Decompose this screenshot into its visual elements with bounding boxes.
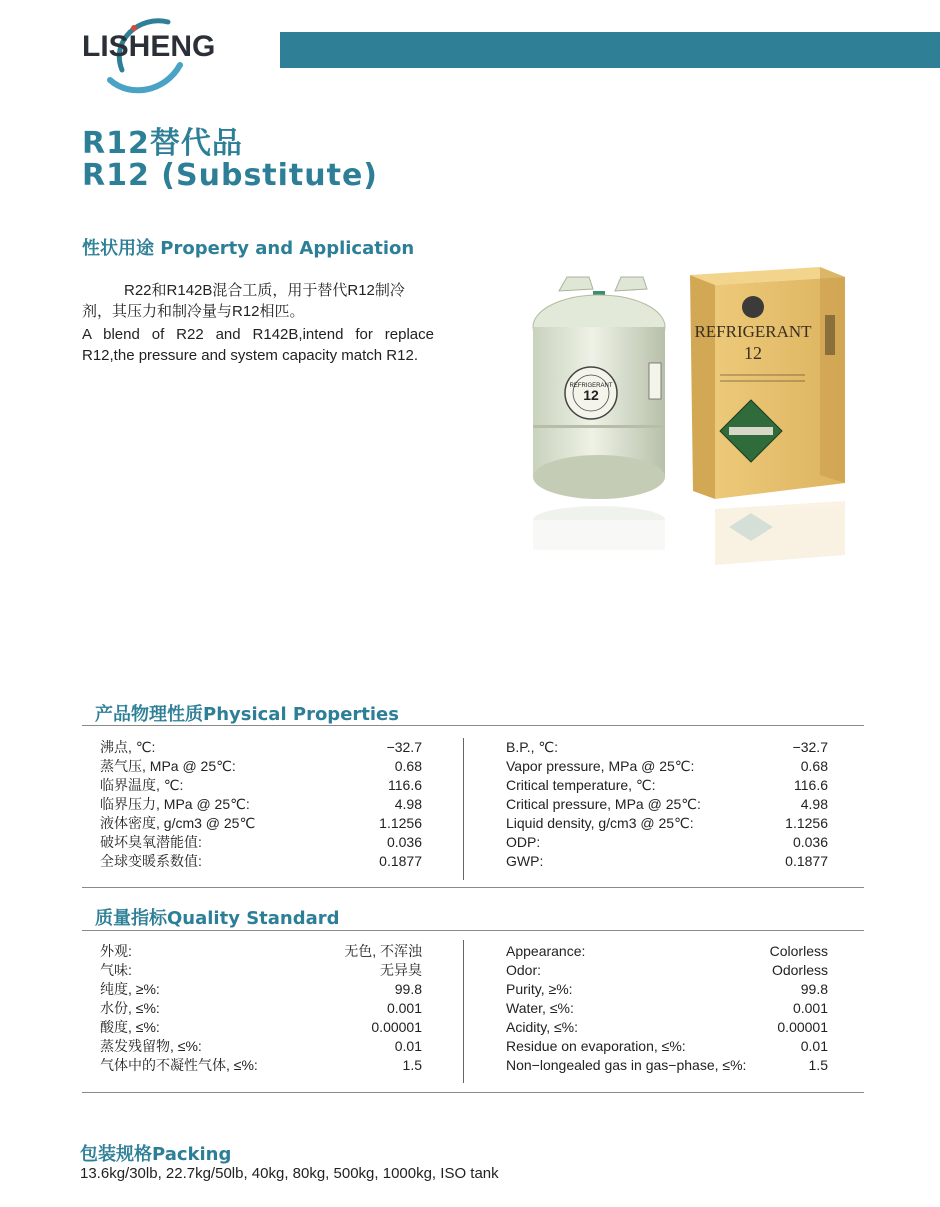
property-value: 1.1256 [379,815,422,831]
quality-standard-cn [100,942,422,1075]
property-label: Vapor pressure, MPa @ 25℃: [506,758,695,774]
property-row [506,795,828,814]
lisheng-logo-graphic [80,10,230,96]
quality-label: 气体中的不凝性气体, ≤%: [100,1057,258,1073]
cylinder-label: REFRIGERANT [569,383,613,389]
box-number: 12 [744,343,762,363]
cylinder-number: 12 [583,387,599,403]
property-value: 0.68 [394,758,422,774]
property-row [506,757,828,776]
quality-label: Residue on evaporation, ≤%: [506,1038,686,1054]
property-row [506,738,828,757]
physical-properties-heading: 产品物理性质Physical Properties [95,704,399,725]
physical-properties-en [506,738,828,871]
quality-label: 酸度, ≤%: [100,1019,160,1035]
quality-row [100,961,422,980]
company-logo [80,10,230,96]
quality-value: 无异臭 [380,962,422,978]
quality-value: 0.001 [386,1000,422,1016]
property-row [506,776,828,795]
property-label: 临界温度, ℃: [100,777,184,793]
quality-value: 0.00001 [777,1019,828,1035]
refrigerant-cylinder [533,277,665,499]
reflection [533,501,845,565]
property-value: 0.036 [386,834,422,850]
property-value: 4.98 [800,796,828,812]
property-row [506,833,828,852]
property-label: 破坏臭氧潜能值: [100,834,202,850]
property-value: −32.7 [386,739,422,755]
divider [82,725,864,726]
quality-label: Water, ≤%: [506,1000,574,1016]
property-value: 4.98 [394,796,422,812]
property-label: 沸点, ℃: [100,739,156,755]
page-title-cn: R12替代品 [82,126,243,161]
quality-row [100,942,422,961]
property-label: 蒸气压, MPa @ 25℃: [100,758,236,774]
quality-label: Purity, ≥%: [506,981,573,997]
quality-label: Odor: [506,962,542,978]
property-row [100,814,422,833]
column-divider [463,738,464,880]
quality-value: 0.01 [800,1038,828,1054]
property-row [100,795,422,814]
quality-row [100,980,422,999]
property-value: −32.7 [792,739,828,755]
quality-value: 1.5 [808,1057,828,1073]
description-cn: R22和R142B混合工质，用于替代R12制冷剂，其压力和制冷量与R12相匹。 [82,282,405,320]
property-value: 0.1877 [379,853,422,869]
property-value: 1.1256 [785,815,828,831]
quality-value: 99.8 [394,981,422,997]
quality-row [100,999,422,1018]
refrigerant-product-graphic [515,255,860,585]
property-value: 0.036 [792,834,828,850]
product-image [515,255,860,585]
property-row [506,814,828,833]
quality-standard-en [506,942,828,1075]
quality-row [506,980,828,999]
quality-value: 0.01 [394,1038,422,1054]
property-value: 0.1877 [785,853,828,869]
quality-label: Acidity, ≤%: [506,1019,578,1035]
quality-value: Odorless [771,962,828,978]
property-label: GWP: [506,853,544,869]
property-value: 116.6 [794,777,828,793]
quality-value: 99.8 [800,981,828,997]
physical-properties-cn [100,738,422,871]
quality-value: 0.001 [792,1000,828,1016]
quality-label: Non−longealed gas in gas−phase, ≤%: [506,1057,747,1073]
property-label: 液体密度, g/cm3 @ 25℃ [100,815,256,831]
property-label: B.P., ℃: [506,739,559,755]
quality-row [506,999,828,1018]
property-row [100,757,422,776]
logo-text: LISHENG [82,30,216,63]
quality-standard-heading: 质量指标Quality Standard [95,908,340,929]
quality-label: Appearance: [506,943,586,959]
quality-row [506,1056,828,1075]
property-row [100,833,422,852]
property-label: Liquid density, g/cm3 @ 25℃: [506,815,694,831]
quality-row [100,1018,422,1037]
divider [82,930,864,931]
box-label: REFRIGERANT [694,322,812,341]
column-divider [463,940,464,1083]
quality-label: 外观: [100,943,132,959]
quality-value: 0.00001 [371,1019,422,1035]
quality-label: 气味: [100,962,132,978]
property-row [100,738,422,757]
quality-label: 蒸发残留物, ≤%: [100,1038,202,1054]
refrigerant-box [690,267,845,499]
quality-row [100,1037,422,1056]
quality-row [506,1018,828,1037]
property-row [100,776,422,795]
packing-text: 13.6kg/30lb, 22.7kg/50lb, 40kg, 80kg, 500kg, 1000kg, ISO tank [80,1165,499,1182]
divider [82,1092,864,1093]
description-en: A blend of R22 and R142B,intend for replace R12,the pressure and system capacity match R12. [82,326,434,364]
property-label: 临界压力, MPa @ 25℃: [100,796,250,812]
property-row [100,852,422,871]
packing-heading: 包装规格Packing [80,1144,232,1165]
divider [82,887,864,888]
quality-label: 水份, ≤%: [100,1000,160,1016]
property-row [506,852,828,871]
quality-row [506,942,828,961]
quality-row [506,961,828,980]
property-label: ODP: [506,834,541,850]
quality-row [506,1037,828,1056]
property-label: Critical pressure, MPa @ 25℃: [506,796,701,812]
quality-row [100,1056,422,1075]
property-application-heading: 性状用途 Property and Application [82,238,415,259]
property-label: 全球变暖系数值: [100,853,202,869]
header-bar [280,32,940,68]
property-value: 0.68 [800,758,828,774]
quality-value: 1.5 [402,1057,422,1073]
quality-value: 无色, 不浑浊 [344,943,422,959]
property-label: Critical temperature, ℃: [506,777,656,793]
quality-label: 纯度, ≥%: [100,981,160,997]
quality-value: Colorless [769,943,828,959]
page-title-en: R12 (Substitute) [82,158,379,193]
property-value: 116.6 [388,777,422,793]
